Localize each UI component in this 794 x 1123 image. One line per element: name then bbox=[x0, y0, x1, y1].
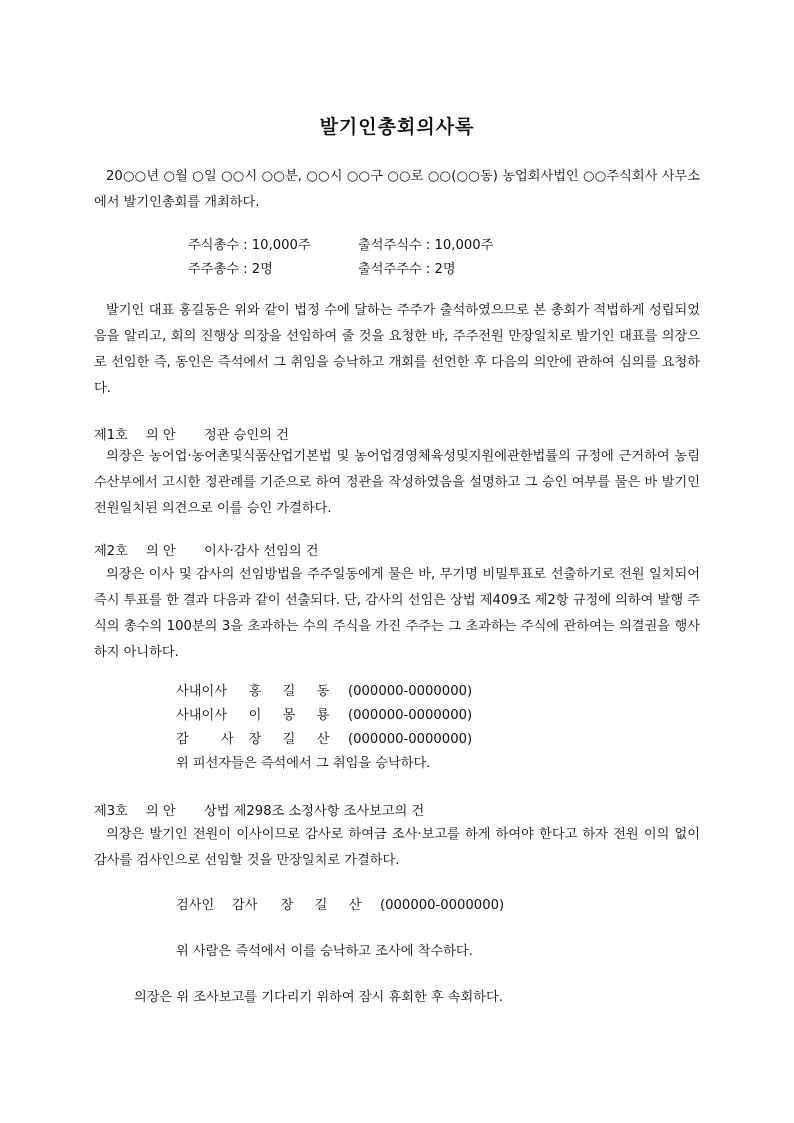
agenda2-body bbox=[94, 562, 700, 666]
elected-role: 사내이사 bbox=[176, 708, 227, 723]
agenda2-kind: 의 안 bbox=[146, 544, 176, 559]
agenda1-kind: 의 안 bbox=[146, 428, 176, 443]
elected-row bbox=[176, 680, 472, 704]
opening-text: 20○○년 ○월 ○일 ○○시 ○○분, ○○시 ○○구 ○○로 ○○(○○동) 농업회사법인 ○○주식회사 사무소에서 발기인총회를 개최하다. bbox=[94, 169, 700, 210]
elected-row bbox=[176, 704, 472, 728]
inspector-acceptance: 위 사람은 즉석에서 이를 승낙하고 조사에 착수하다. bbox=[176, 944, 473, 959]
attending-shares: 출석주식수 : 10,000주 bbox=[358, 238, 494, 253]
elected-id: (000000-0000000) bbox=[348, 708, 473, 723]
elected-name-3: 산 bbox=[316, 732, 330, 747]
intro-text: 발기인 대표 홍길동은 위와 같이 법정 수에 달하는 주주가 출석하였으므로 본 총회가 적법하게 성립되었음을 알리고, 회의 진행상 의장을 선임하여 줄 것을 요청한 바, 주주전원 만장일치로 발기인 대표를 의장으로 선임한 즉, 동인은 즉석에서 그 취임을 승낙하고 개회를 선언한 후 다음의 의안에 관하여 심의를 요청하다. bbox=[94, 303, 700, 396]
page-title: 발기인총회의사록 bbox=[319, 116, 475, 138]
elected-acceptance: 위 피선자들은 즉석에서 그 취임을 승낙하다. bbox=[176, 756, 431, 771]
attending-holders: 출석주주수 : 2명 bbox=[358, 262, 456, 277]
opening-paragraph bbox=[94, 164, 700, 216]
agenda1-title: 정관 승인의 건 bbox=[204, 428, 289, 443]
elected-name-1: 장 bbox=[248, 732, 262, 747]
inspector-label: 검사인 bbox=[176, 898, 215, 913]
elected-name-2: 몽 bbox=[282, 708, 296, 723]
elected-name-3: 룡 bbox=[316, 708, 330, 723]
elected-name-2: 길 bbox=[282, 732, 296, 747]
elected-role: 감 사 bbox=[176, 732, 248, 747]
agenda3-heading bbox=[94, 800, 424, 824]
agenda3-body bbox=[94, 822, 700, 874]
agenda2-text: 의장은 이사 및 감사의 선임방법을 주주일동에게 물은 바, 무기명 비밀투표로 선출하기로 전원 일치되어 즉시 투표를 한 결과 다음과 같이 선출되다. 단, 감사의 선임은 상법 제409조 제2항 규정에 의하여 발행 주식의 총수의 100분의 3을 초과하는 수의 주식을 가진 주주는 그 초과하는 주식에 관하여는 의결권을 행사하지 아니하다. bbox=[94, 567, 700, 660]
agenda3-kind: 의 안 bbox=[146, 804, 176, 819]
inspector-name-2: 길 bbox=[314, 898, 328, 913]
inspector-id: (000000-0000000) bbox=[380, 898, 505, 913]
elected-name-3: 동 bbox=[316, 684, 330, 699]
inspector-row bbox=[176, 894, 504, 918]
agenda2-heading bbox=[94, 540, 319, 564]
elected-name-2: 길 bbox=[282, 684, 296, 699]
agenda3-text: 의장은 발기인 전원이 이사이므로 감사로 하여금 조사·보고를 하게 하여야 한다고 하자 전원 이의 없이 감사를 검사인으로 선임할 것을 만장일치로 가결하다. bbox=[94, 827, 700, 868]
inspector-role: 감사 bbox=[232, 898, 258, 913]
inspector-name-3: 산 bbox=[348, 898, 362, 913]
elected-role: 사내이사 bbox=[176, 684, 227, 699]
agenda2-number: 제2호 bbox=[94, 544, 128, 559]
elected-id: (000000-0000000) bbox=[348, 732, 473, 747]
elected-name-1: 이 bbox=[248, 708, 262, 723]
elected-row bbox=[176, 728, 472, 752]
total-holders: 주주총수 : 2명 bbox=[188, 262, 273, 277]
inspector-name-1: 장 bbox=[280, 898, 294, 913]
agenda1-body bbox=[94, 444, 700, 522]
agenda1-number: 제1호 bbox=[94, 428, 128, 443]
agenda2-title: 이사·감사 선임의 건 bbox=[204, 544, 319, 559]
elected-name-1: 홍 bbox=[248, 684, 262, 699]
agenda3-title: 상법 제298조 소정사항 조사보고의 건 bbox=[204, 804, 425, 819]
elected-id: (000000-0000000) bbox=[348, 684, 473, 699]
agenda1-text: 의장은 농어업·농어촌및식품산업기본법 및 농어업경영체육성및지원에관한법률의 규정에 근거하여 농림수산부에서 고시한 정관례를 기준으로 하여 정관을 작성하였음을 설명하고 그 승인 여부를 물은 바 발기인 전원일치된 의견으로 이를 승인 가결하다. bbox=[94, 449, 700, 516]
total-shares: 주식총수 : 10,000주 bbox=[188, 238, 311, 253]
closing-text: 의장은 위 조사보고를 기다리기 위하여 잠시 휴회한 후 속회하다. bbox=[134, 990, 503, 1005]
intro-paragraph bbox=[94, 298, 700, 402]
agenda3-number: 제3호 bbox=[94, 804, 128, 819]
